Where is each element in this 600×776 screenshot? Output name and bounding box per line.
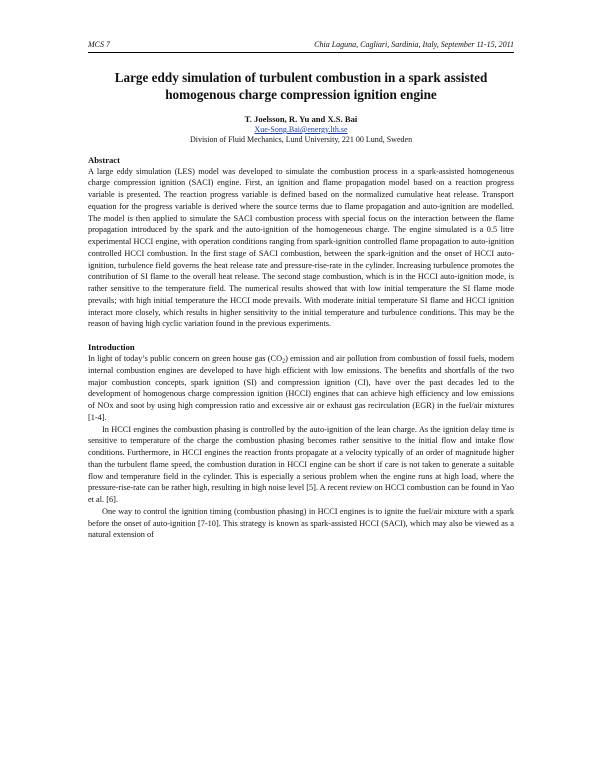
intro-p1-text-a: In light of today’s public concern on green house gas (CO xyxy=(88,354,283,363)
intro-p1-text-b: ) emission and air pollution from combustion of fossil fuels, modern internal combustion engines are developed to have high efficient with low emissions. The benefits and shortfalls of the two major combustion concepts, spark ignition (SI) and compression ignition (CI), have over the past decades led to the development of homogenous charge compression ignition (HCCI) engines that can achieve high efficiency and low emissions of NOx and soot by using high compression ratio and excessive air or exhaust gas recirculation (EGR) in the fuel/air mixtures [1-4]. xyxy=(88,354,514,422)
email-link[interactable]: Xue-Song.Bai@energy.lth.se xyxy=(254,125,348,134)
email-line xyxy=(88,125,514,135)
intro-p1-subscript: 2 xyxy=(282,358,286,365)
title-line-2: homogenous charge compression ignition engine xyxy=(165,86,437,102)
introduction-heading: Introduction xyxy=(88,342,135,352)
title-line-1: Large eddy simulation of turbulent combustion in a spark assisted xyxy=(114,70,488,85)
abstract-heading: Abstract xyxy=(88,154,120,165)
abstract-text: A large eddy simulation (LES) model was developed to simulate the combustion process in a spark-assisted homogeneous charge compression ignition (SACI) engine. First, an ignition and flame propagation model based on a reaction progress variable is presented. The reaction progress variable is defined based on the normalized cumulative heat release. Transport equation for the progress variable is derived where the source terms due to flame propagation and auto-ignition are modelled. The model is then applied to simulate the SACI combustion process with special focus on the interaction between the flame propagation introduced by the spark and the auto-ignition of the homogeneous charge. The engine simulated is a 0.5 litre experimental HCCI engine, with operation conditions ranging from spark-ignition controlled flame propagation to auto-ignition controlled HCCI combustion. In the first stage of SACI combustion, between the spark-ignition and the onset of HCCI auto-ignition, turbulence field governs the heat release rate and pressure-rise-rate in the cylinder. Increasing turbulence promotes the contribution of SI flame to the overall heat release. The second stage combustion, which is in the HCCI auto-ignition mode, is rather sensitive to the temperature field. The numerical results showed that with low initial temperature the SI flame mode prevails; with high initial temperature the HCCI mode prevails. With moderate initial temperature SI flame and HCCI ignition interact more closely, which results in higher sensitivity to the initial temperature and turbulence conditions. This may be the reason of having high cyclic variation found in the previous experiments. xyxy=(88,166,514,329)
paper-title xyxy=(88,70,514,103)
authors: T. Joelsson, R. Yu and X.S. Bai xyxy=(244,114,358,124)
header-right: Chia Laguna, Cagliari, Sardinia, Italy, September 11-15, 2011 xyxy=(314,40,514,49)
intro-paragraph-1 xyxy=(88,353,514,424)
intro-paragraph-3: One way to control the ignition timing (combustion phasing) in HCCI engines is to ignite the fuel/air mixture with a spark before the onset of auto-ignition [7-10]. This strategy is known as spark-assisted HCCI (SACI), which may also be viewed as a natural extension of xyxy=(88,506,514,540)
intro-paragraph-2: In HCCI engines the combustion phasing is controlled by the auto-ignition of the lean charge. As the ignition delay time is sensitive to temperature of the charge the combustion phasing becomes rather sensitive to the initial flow and intake flow conditions. Furthermore, in HCCI engines the reaction fronts propagate at a velocity typically of an order of magnitude higher than the turbulent flame speed, the combustion duration in HCCI engine can be short if care is not taken to generate a suitable flow and temperature field in the cylinder. This is especially a serious problem when the engine runs at high load, where the pressure-rise-rate can be rather high, resulting in high noise level [5]. A recent review on HCCI combustion can be found in Yao et al. [6]. xyxy=(88,424,514,504)
running-header xyxy=(88,40,514,53)
header-left: MCS 7 xyxy=(88,40,110,49)
paper-page xyxy=(88,40,514,541)
affiliation: Division of Fluid Mechanics, Lund University, 221 00 Lund, Sweden xyxy=(189,135,413,144)
